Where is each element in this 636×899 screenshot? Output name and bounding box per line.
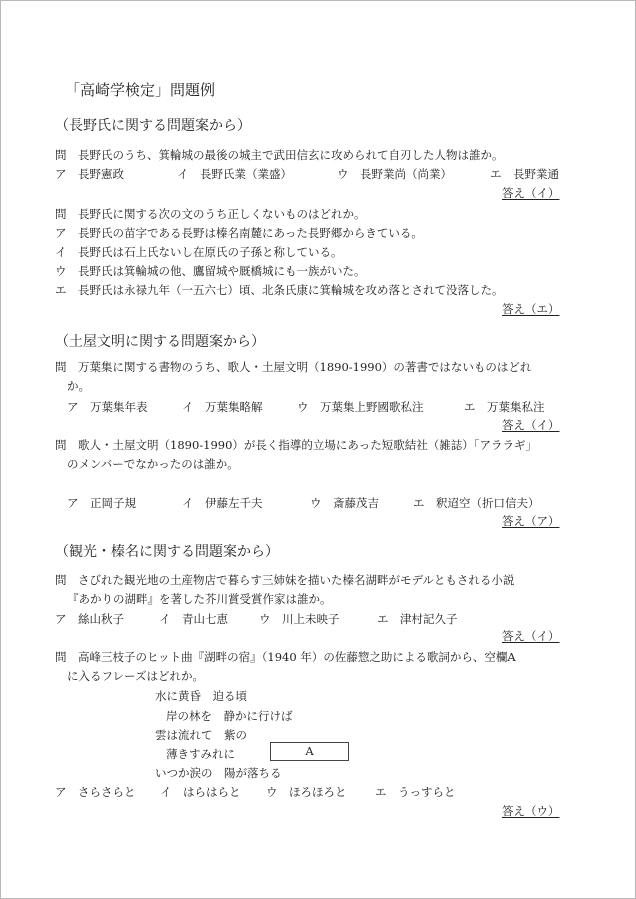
- lyric-line-1: 水に黄昏 迫る頃: [155, 689, 247, 703]
- section-heading-haruna: （観光・榛名に関する問題案から）: [55, 544, 279, 560]
- question-4-answer: 答え（ア）: [502, 514, 560, 528]
- question-3-answer: 答え（イ）: [502, 418, 560, 432]
- question-6-option-a: ア さらさらと: [55, 785, 136, 799]
- question-4-text-line-2: のメンバーでなかったのは誰か。: [67, 457, 239, 471]
- question-4-option-a: ア 正岡子規: [67, 496, 136, 510]
- question-4-text-line-1: 問 歌人・土屋文明（1890-1990）が長く指導的立場にあった短歌結社（雑誌）「アララギ」: [55, 438, 538, 452]
- question-6-answer: 答え（ウ）: [502, 804, 560, 818]
- question-2-option-a: ア 長野氏の苗字である長野は榛名南麓にあった長野郷からきている。: [55, 226, 423, 240]
- question-1-option-a: ア 長野憲政: [55, 167, 124, 181]
- question-3-option-a: ア 万葉集年表: [67, 400, 148, 414]
- question-2-option-i: イ 長野氏は石上氏ないし在原氏の子孫と称している。: [55, 245, 343, 259]
- question-2-text: 問 長野氏に関する次の文のうち正しくないものはどれか。: [55, 207, 366, 221]
- section-heading-tsuchiya: （土屋文明に関する問題案から）: [55, 334, 265, 350]
- question-5-answer: 答え（イ）: [502, 629, 560, 643]
- lyric-line-5: いつか涙の 陽が落ちる: [155, 766, 282, 780]
- lyric-line-2: 岸の林を 静かに行けば: [166, 709, 293, 723]
- lyric-line-4: 薄きすみれに: [166, 747, 235, 761]
- question-1-answer: 答え（イ）: [502, 186, 560, 200]
- question-6-option-u: ウ ほろほろと: [266, 785, 347, 799]
- question-3-text-line-2: か。: [67, 379, 90, 393]
- question-5-option-a: ア 絲山秋子: [55, 612, 124, 626]
- question-4-option-i: イ 伊藤左千夫: [182, 496, 263, 510]
- question-4-option-e: エ 釈迢空（折口信夫）: [413, 496, 540, 510]
- question-6-text-line-1: 問 高峰三枝子のヒット曲『湖畔の宿』（1940 年）の佐藤惣之助による歌詞から、空欄A: [55, 650, 516, 664]
- question-1-option-u: ウ 長野業尚（尚業）: [337, 167, 452, 181]
- question-3-option-e: エ 万葉集私注: [464, 400, 545, 414]
- blank-box-a: A: [270, 742, 349, 761]
- question-6-option-i: イ はらはらと: [160, 785, 241, 799]
- question-2-answer: 答え（エ）: [502, 302, 560, 316]
- section-heading-nagano: （長野氏に関する問題案から）: [55, 118, 251, 134]
- question-3-option-i: イ 万葉集略解: [182, 400, 263, 414]
- question-5-text-line-2: 『あかりの湖畔』を著した芥川賞受賞作家は誰か。: [67, 592, 332, 606]
- lyric-line-3: 雲は流れて 紫の: [155, 728, 247, 742]
- question-5-option-u: ウ 川上未映子: [259, 612, 340, 626]
- question-5-option-i: イ 青山七恵: [159, 612, 228, 626]
- question-6-text-line-2: に入るフレーズはどれか。: [67, 669, 204, 683]
- question-2-option-e: エ 長野氏は永禄九年（一五六七）頃、北条氏康に箕輪城を攻め落とされて没落した。: [55, 283, 504, 297]
- question-6-option-e: エ うっすらと: [375, 785, 456, 799]
- question-3-text-line-1: 問 万葉集に関する書物のうち、歌人・土屋文明（1890-1990）の著書ではないものはどれ: [55, 360, 532, 374]
- question-1-text: 問 長野氏のうち、箕輪城の最後の城主で武田信玄に攻められて自刃した人物は誰か。: [55, 148, 504, 162]
- question-1-option-e: エ 長野業通: [490, 167, 559, 181]
- question-5-option-e: エ 津村記久子: [377, 612, 458, 626]
- page-title: 「高崎学検定」問題例: [65, 81, 216, 99]
- question-1-option-i: イ 長野氏業（業盛）: [177, 167, 292, 181]
- question-4-option-u: ウ 斎藤茂吉: [310, 496, 379, 510]
- question-2-option-u: ウ 長野氏は箕輪城の他、鷹留城や厩橋城にも一族がいた。: [55, 264, 366, 278]
- question-3-option-u: ウ 万葉集上野國歌私注: [297, 400, 424, 414]
- question-5-text-line-1: 問 さびれた観光地の土産物店で暮らす三姉妹を描いた榛名湖畔がモデルともされる小説: [55, 573, 515, 587]
